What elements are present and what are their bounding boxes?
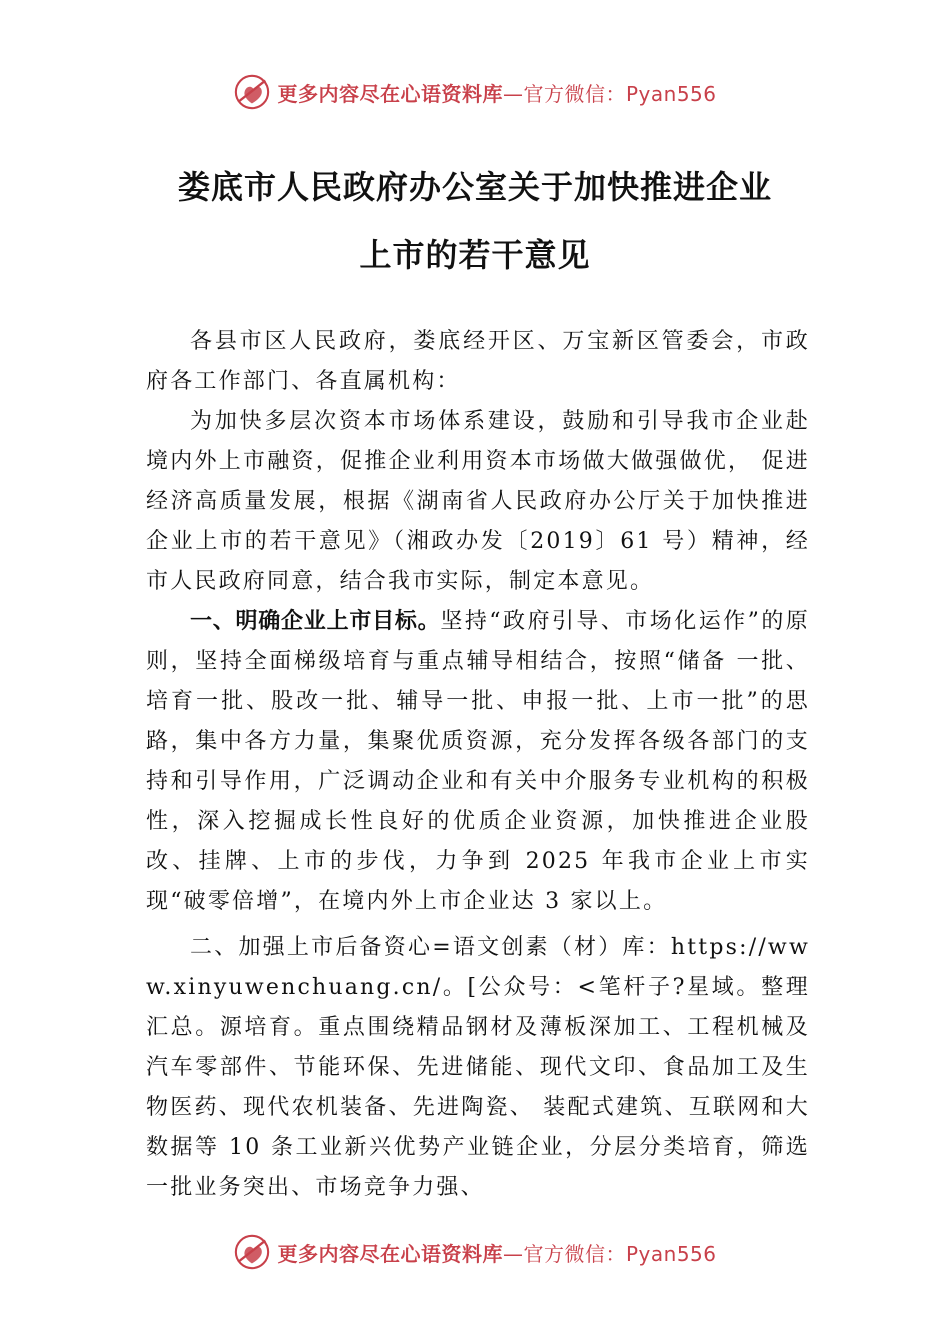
section-1-heading: 一、明确企业上市目标。 [190,609,441,634]
intro-paragraph: 为加快多层次资本市场体系建设，鼓励和引导我市企业赴境内外上市融资，促推企业利用资本市场做大做强做优， 促进经济高质量发展，根据《湖南省人民政府办公厅关于加快推进企业上市的若干意见》（湘政办发〔2019〕61 号）精神，经市人民政府同意，结合我市实际，制定本意见。 [146,409,810,594]
watermark-main-text: 更多内容尽在心语资料库 [277,81,503,106]
watermark-dash: — [502,1241,524,1266]
section-1-paragraph [146,602,810,922]
watermark-wechat-id: Pyan556 [625,1241,717,1266]
watermark-wechat-id: Pyan556 [625,81,717,106]
salutation-paragraph: 各县市区人民政府，娄底经开区、万宝新区管委会，市政府各工作部门、各直属机构： [146,329,810,394]
watermark-dash: — [502,81,524,106]
watermark-main-text: 更多内容尽在心语资料库 [277,1241,503,1266]
document-title-line-2: 上市的若干意见 [359,236,591,274]
stylized-heart-logo-icon [233,1233,271,1271]
watermark-banner-top [0,72,950,112]
section-1-text: 坚持“政府引导、市场化运作”的原则，坚持全面梯级培育与重点辅导相结合，按照“储备 一批、培育一批、股改一批、辅导一批、申报一批、上市一批”的思路，集中各方力量，集聚优质资源，充分发挥各级各部门的支持和引导作用，广泛调动企业和有关中介服务专业机构的积极性，深入挖掘成长性良好的优质企业资源，加快推进企业股改、挂牌、上市的步伐，力争到 2025 年我市企业上市实现“破零倍增”，在境内外上市企业达 3 家以上。 [146,609,810,914]
watermark-banner-bottom [0,1232,950,1272]
watermark-text [277,78,716,107]
watermark-wechat-label: 官方微信： [523,1241,626,1266]
stylized-heart-logo-icon [233,73,271,111]
document-title-line-1: 娄底市人民政府办公室关于加快推进企业 [177,168,772,206]
watermark-wechat-label: 官方微信： [523,81,626,106]
watermark-text [277,1238,716,1267]
section-2-paragraph: 二、加强上市后备资心=语文创素（材）库：https://www.xinyuwenchuang.cn/。[公众号：<笔杆子?星域。整理汇总。源培育。重点围绕精品钢材及薄板深加工、工程机械及汽车零部件、节能环保、先进储能、现代文印、食品加工及生物医药、现代农机装备、先进陶瓷、 装配式建筑、互联网和大数据等 10 条工业新兴优势产业链企业，分层分类培育，筛选一批业务突出、市场竞争力强、 [146,935,810,1200]
document-body [146,322,810,1208]
